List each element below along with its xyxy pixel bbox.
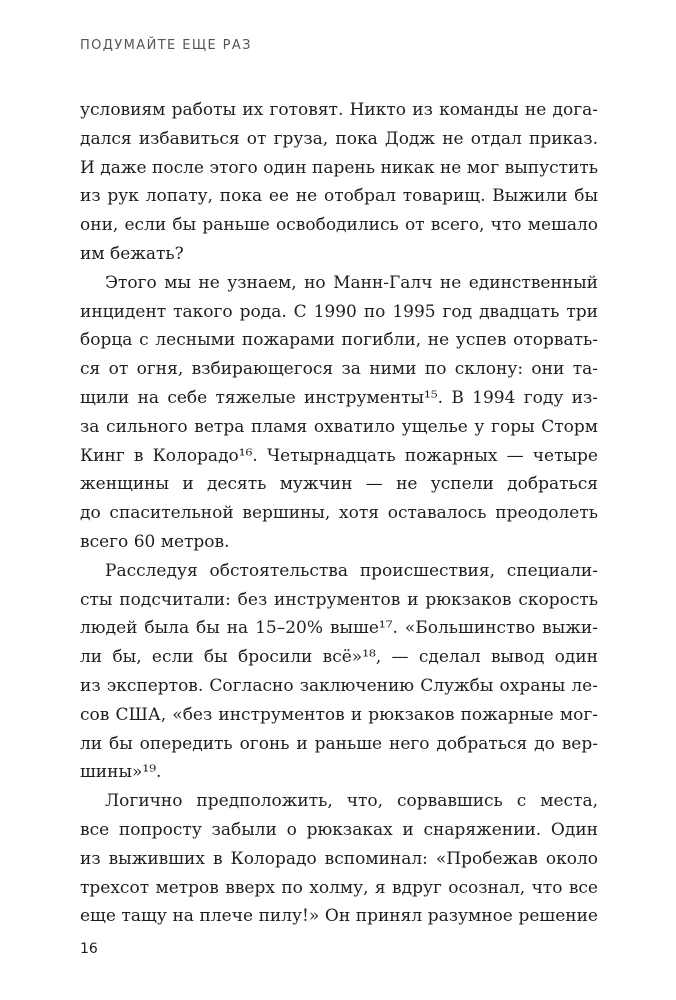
text-line: инцидент такого рода. С 1990 по 1995 год двадцать три <box>80 301 598 322</box>
text-line: условиям работы их готовят. Никто из команды не дога- <box>80 100 598 120</box>
text-line: из выживших в Колорадо вспоминал: «Пробежав около <box>80 848 598 869</box>
text-line: им бежать? <box>80 243 184 264</box>
text-line: трехсот метров вверх по холму, я вдруг осознал, что все <box>80 877 598 898</box>
text-line: женщины и десять мужчин — не успели добраться <box>80 474 598 495</box>
text-line: И даже после этого один парень никак не мог выпустить <box>80 157 598 178</box>
text-line: ся от огня, взбирающегося за ними по склону: они та- <box>80 359 598 380</box>
text-line: они, если бы раньше освободились от всего, что мешало <box>80 215 598 236</box>
text-line: из рук лопату, пока ее не отобрал товарищ. Выжили бы <box>80 186 598 207</box>
text-line: щили на себе тяжелые инструменты¹⁵. В 1994 году из- <box>80 387 598 408</box>
text-line: ли бы, если бы бросили всё»¹⁸, — сделал вывод один <box>80 647 598 668</box>
text-line: сты подсчитали: без инструментов и рюкзаков скорость <box>80 589 598 610</box>
text-line: Этого мы не узнаем, но Манн-Галч не единственный <box>105 272 598 293</box>
text-line: Расследуя обстоятельства происшествия, специали- <box>105 560 598 581</box>
text-line: борца с лесными пожарами погибли, не успев оторвать- <box>80 330 598 351</box>
text-line: все попросту забыли о рюкзаках и снаряжении. Один <box>80 819 598 840</box>
page-number: 16 <box>80 941 98 957</box>
text-line: шины»¹⁹. <box>80 762 162 783</box>
text-line: ли бы опередить огонь и раньше него добраться до вер- <box>80 733 598 754</box>
body-text <box>80 96 598 931</box>
text-line: людей была бы на 15–20% выше¹⁷. «Большинство выжи- <box>80 618 598 639</box>
text-line: за сильного ветра пламя охватило ущелье у горы Сторм <box>80 416 598 437</box>
text-line: еще тащу на плече пилу!» Он принял разумное решение <box>80 906 598 927</box>
text-line: сов США, «без инструментов и рюкзаков пожарные мог- <box>80 704 598 725</box>
running-head: ПОДУМАЙТЕ ЕЩЕ РАЗ <box>80 38 252 53</box>
text-line: Кинг в Колорадо¹⁶. Четырнадцать пожарных — четыре <box>80 445 598 466</box>
text-line: дался избавиться от груза, пока Додж не отдал приказ. <box>80 128 598 149</box>
text-line: Логично предположить, что, сорвавшись с места, <box>105 791 598 812</box>
text-line: всего 60 метров. <box>80 531 230 552</box>
text-line: из экспертов. Согласно заключению Службы охраны ле- <box>80 675 598 696</box>
text-line: до спасительной вершины, хотя оставалось преодолеть <box>80 503 598 524</box>
